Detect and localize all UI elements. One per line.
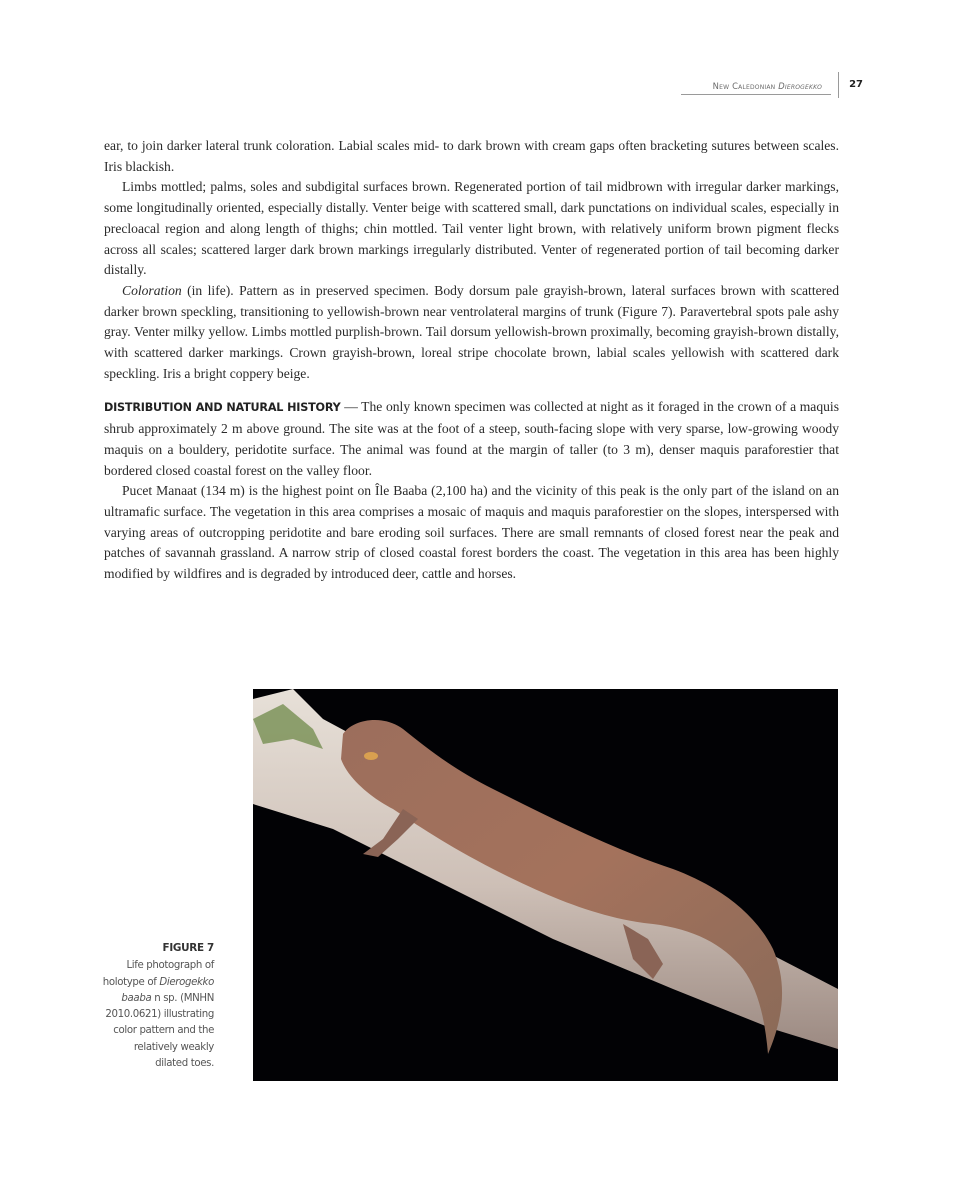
running-head-rule [681,94,831,95]
figure-photo [253,689,838,1081]
gecko-photo-illustration [253,689,838,1081]
section-heading: DISTRIBUTION AND NATURAL HISTORY [104,401,341,415]
page-number: 27 [849,79,863,90]
running-head [600,78,866,98]
running-head-divider [838,72,839,98]
paragraph: ear, to join darker lateral trunk coloration. Labial scales mid- to dark brown with cream gaps often bracketing sutures between scales. Iris blackish. [104,138,839,174]
paragraph: Coloration (in life). Pattern as in preserved specimen. Body dorsum pale grayish-brown, lateral surfaces brown with scattered darker brown speckling, transitioning to yellowish-brown near ventrolateral margins of trunk (Figure 7). Paravertebral spots pale ashy gray. Venter milky yellow. Limbs mottled purplish-brown. Tail dorsum yellowish-brown proximally, becoming grayish-brown distally, with scattered darker markings. Crown grayish-brown, loreal stripe chocolate brown, labial scales yellowish with scattered dark speckling. Iris a bright coppery beige. [104,282,839,381]
figure-caption [100,940,214,1072]
running-head-title: New Caledonian Dierogekko [712,81,822,91]
caption-text: Life photograph of holotype of Dierogekko baaba n sp. (MNHN 2010.0621) illustrating color pattern and the relatively weakly dilated toes. [102,960,214,1070]
paragraph: Limbs mottled; palms, soles and subdigital surfaces brown. Regenerated portion of tail midbrown with irregular darker markings, some longitudinally oriented, especially distally. Venter beige with scattered small, dark punctations on individual scales, especially in precloacal region and along length of thighs; chin mottled. Tail venter light brown, with relatively uniform brown pigment flecks across all scales; scattered larger dark brown markings irregularly distributed. Venter of regenerated portion of tail becoming darker distally. [104,179,839,278]
gecko-eye [364,752,378,760]
figure-label: FIGURE 7 [162,942,214,954]
paragraph: DISTRIBUTION AND NATURAL HISTORY — The only known specimen was collected at night as it foraged in the crown of a maquis shrub approximately 2 m above ground. The site was at the foot of a steep, south-facing slope with very sparse, low-growing woody maquis on a bouldery, peridotite surface. The animal was found at the margin of taller (to 3 m), denser maquis paraforestier that bordered closed coastal forest on the valley floor. [104,399,839,478]
paragraph: Pucet Manaat (134 m) is the highest point on Île Baaba (2,100 ha) and the vicinity of this peak is the only part of the island on an ultramafic surface. The vegetation in this area comprises a mosaic of maquis and maquis paraforestier on the slopes, interspersed with varying areas of outcropping peridotite and bare eroding soil surfaces. There are small remnants of closed forest near the peak and patches of savannah grassland. A narrow strip of closed coastal forest borders the coast. The vegetation in this area has been highly modified by wildfires and is degraded by introduced deer, cattle and horses. [104,483,839,582]
body-text [104,136,839,585]
subheading-coloration: Coloration [122,282,182,298]
